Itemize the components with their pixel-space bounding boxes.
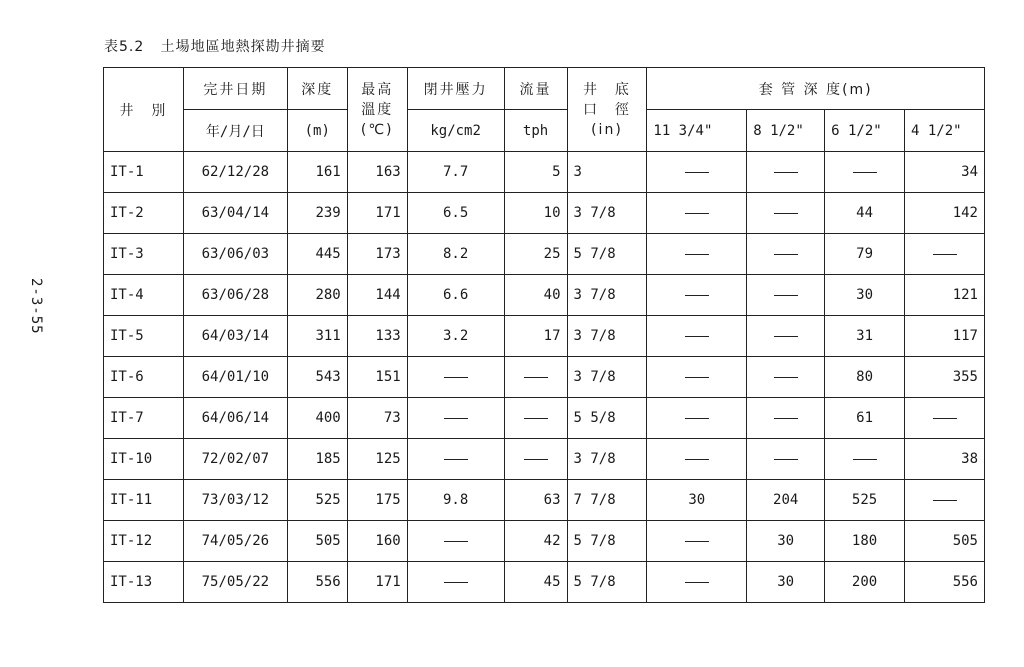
cell-well: IT-3 bbox=[104, 234, 184, 275]
empty-dash bbox=[685, 172, 709, 173]
cell-pressure: 3.2 bbox=[407, 316, 504, 357]
empty-dash bbox=[444, 459, 468, 460]
cell-casing-1 bbox=[647, 316, 747, 357]
cell-date: 62/12/28 bbox=[183, 152, 287, 193]
cell-well: IT-5 bbox=[104, 316, 184, 357]
empty-dash bbox=[933, 254, 957, 255]
empty-dash bbox=[853, 459, 877, 460]
cell-pressure bbox=[407, 562, 504, 603]
cell-bore: 5 7/8 bbox=[567, 521, 647, 562]
table-row bbox=[104, 521, 985, 562]
empty-dash bbox=[685, 336, 709, 337]
cell-casing-1 bbox=[647, 357, 747, 398]
table-row bbox=[104, 316, 985, 357]
cell-temp: 144 bbox=[347, 275, 407, 316]
cell-temp: 151 bbox=[347, 357, 407, 398]
cell-well: IT-1 bbox=[104, 152, 184, 193]
empty-dash bbox=[444, 582, 468, 583]
cell-well: IT-12 bbox=[104, 521, 184, 562]
header-pressure-unit: kg/cm2 bbox=[407, 110, 504, 152]
cell-casing-3: 44 bbox=[825, 193, 905, 234]
cell-well: IT-11 bbox=[104, 480, 184, 521]
cell-date: 74/05/26 bbox=[183, 521, 287, 562]
empty-dash bbox=[853, 172, 877, 173]
cell-casing-2 bbox=[747, 439, 825, 480]
cell-casing-4: 117 bbox=[905, 316, 985, 357]
empty-dash bbox=[774, 418, 798, 419]
cell-date: 63/06/03 bbox=[183, 234, 287, 275]
cell-casing-4 bbox=[905, 480, 985, 521]
cell-casing-4: 34 bbox=[905, 152, 985, 193]
wells-table bbox=[103, 67, 985, 603]
cell-flow: 63 bbox=[504, 480, 567, 521]
cell-pressure: 6.5 bbox=[407, 193, 504, 234]
cell-casing-1 bbox=[647, 234, 747, 275]
cell-casing-4: 121 bbox=[905, 275, 985, 316]
cell-casing-3: 180 bbox=[825, 521, 905, 562]
cell-casing-3: 31 bbox=[825, 316, 905, 357]
cell-casing-4: 556 bbox=[905, 562, 985, 603]
table-row bbox=[104, 562, 985, 603]
cell-date: 64/03/14 bbox=[183, 316, 287, 357]
cell-flow bbox=[504, 398, 567, 439]
cell-casing-1 bbox=[647, 562, 747, 603]
cell-date: 63/04/14 bbox=[183, 193, 287, 234]
cell-flow: 17 bbox=[504, 316, 567, 357]
cell-pressure bbox=[407, 521, 504, 562]
cell-flow: 40 bbox=[504, 275, 567, 316]
cell-bore: 3 7/8 bbox=[567, 357, 647, 398]
header-bore-line1: 井 底 bbox=[582, 81, 631, 98]
cell-well: IT-4 bbox=[104, 275, 184, 316]
cell-pressure: 6.6 bbox=[407, 275, 504, 316]
cell-bore: 5 7/8 bbox=[567, 562, 647, 603]
cell-casing-1 bbox=[647, 439, 747, 480]
cell-pressure: 8.2 bbox=[407, 234, 504, 275]
cell-casing-2 bbox=[747, 193, 825, 234]
cell-depth: 239 bbox=[287, 193, 347, 234]
cell-temp: 73 bbox=[347, 398, 407, 439]
cell-flow: 5 bbox=[504, 152, 567, 193]
empty-dash bbox=[685, 418, 709, 419]
cell-pressure bbox=[407, 357, 504, 398]
cell-well: IT-6 bbox=[104, 357, 184, 398]
empty-dash bbox=[524, 377, 548, 378]
cell-bore: 3 7/8 bbox=[567, 439, 647, 480]
cell-depth: 280 bbox=[287, 275, 347, 316]
cell-casing-2: 204 bbox=[747, 480, 825, 521]
table-row bbox=[104, 152, 985, 193]
header-bore bbox=[567, 68, 647, 152]
cell-flow bbox=[504, 439, 567, 480]
header-temp-unit: (℃) bbox=[360, 121, 394, 138]
table-body bbox=[104, 152, 985, 603]
cell-date: 73/03/12 bbox=[183, 480, 287, 521]
empty-dash bbox=[933, 418, 957, 419]
header-date-unit: 年/月/日 bbox=[183, 110, 287, 152]
cell-date: 64/06/14 bbox=[183, 398, 287, 439]
cell-depth: 556 bbox=[287, 562, 347, 603]
cell-casing-3: 30 bbox=[825, 275, 905, 316]
cell-date: 63/06/28 bbox=[183, 275, 287, 316]
empty-dash bbox=[685, 295, 709, 296]
header-casing-group: 套 管 深 度(m) bbox=[647, 68, 985, 110]
header-well: 井 別 bbox=[104, 68, 184, 152]
empty-dash bbox=[444, 377, 468, 378]
cell-temp: 133 bbox=[347, 316, 407, 357]
cell-depth: 161 bbox=[287, 152, 347, 193]
cell-flow: 10 bbox=[504, 193, 567, 234]
table-caption: 表5.2 土場地區地熱探勘井摘要 bbox=[104, 39, 326, 55]
header-casing-2: 8 1/2" bbox=[747, 110, 825, 152]
cell-casing-2 bbox=[747, 398, 825, 439]
cell-casing-2 bbox=[747, 275, 825, 316]
empty-dash bbox=[444, 541, 468, 542]
cell-temp: 173 bbox=[347, 234, 407, 275]
header-casing-1: 11 3/4" bbox=[647, 110, 747, 152]
table-row bbox=[104, 357, 985, 398]
header-flow-unit: tph bbox=[504, 110, 567, 152]
header-casing-4: 4 1/2" bbox=[905, 110, 985, 152]
empty-dash bbox=[774, 213, 798, 214]
empty-dash bbox=[685, 377, 709, 378]
empty-dash bbox=[774, 172, 798, 173]
cell-casing-4 bbox=[905, 234, 985, 275]
cell-bore: 3 7/8 bbox=[567, 275, 647, 316]
cell-pressure: 9.8 bbox=[407, 480, 504, 521]
table-row bbox=[104, 234, 985, 275]
cell-casing-1 bbox=[647, 275, 747, 316]
cell-depth: 445 bbox=[287, 234, 347, 275]
cell-well: IT-7 bbox=[104, 398, 184, 439]
cell-pressure bbox=[407, 398, 504, 439]
empty-dash bbox=[685, 582, 709, 583]
empty-dash bbox=[524, 459, 548, 460]
table-row bbox=[104, 439, 985, 480]
cell-casing-4: 355 bbox=[905, 357, 985, 398]
cell-bore: 3 7/8 bbox=[567, 193, 647, 234]
cell-casing-3: 80 bbox=[825, 357, 905, 398]
cell-temp: 171 bbox=[347, 193, 407, 234]
empty-dash bbox=[685, 459, 709, 460]
header-bore-line2: 口 徑 bbox=[582, 101, 631, 118]
cell-casing-2 bbox=[747, 234, 825, 275]
empty-dash bbox=[933, 500, 957, 501]
cell-casing-2 bbox=[747, 357, 825, 398]
header-depth: 深度 bbox=[287, 68, 347, 110]
header-date: 完井日期 bbox=[183, 68, 287, 110]
cell-casing-3: 79 bbox=[825, 234, 905, 275]
cell-pressure bbox=[407, 439, 504, 480]
cell-depth: 525 bbox=[287, 480, 347, 521]
cell-well: IT-2 bbox=[104, 193, 184, 234]
empty-dash bbox=[774, 254, 798, 255]
page-number: 2-3-55 bbox=[28, 278, 44, 335]
cell-temp: 163 bbox=[347, 152, 407, 193]
cell-well: IT-13 bbox=[104, 562, 184, 603]
cell-casing-4: 505 bbox=[905, 521, 985, 562]
cell-casing-3 bbox=[825, 152, 905, 193]
cell-casing-1 bbox=[647, 398, 747, 439]
cell-casing-1 bbox=[647, 152, 747, 193]
cell-casing-2 bbox=[747, 152, 825, 193]
empty-dash bbox=[524, 418, 548, 419]
cell-casing-4: 142 bbox=[905, 193, 985, 234]
header-casing-3: 6 1/2" bbox=[825, 110, 905, 152]
empty-dash bbox=[685, 254, 709, 255]
cell-casing-4: 38 bbox=[905, 439, 985, 480]
empty-dash bbox=[685, 213, 709, 214]
header-temp-line2: 溫度 bbox=[361, 101, 394, 118]
cell-temp: 125 bbox=[347, 439, 407, 480]
cell-bore: 3 7/8 bbox=[567, 316, 647, 357]
cell-depth: 543 bbox=[287, 357, 347, 398]
cell-bore: 5 5/8 bbox=[567, 398, 647, 439]
cell-casing-3: 525 bbox=[825, 480, 905, 521]
cell-bore: 3 bbox=[567, 152, 647, 193]
cell-depth: 311 bbox=[287, 316, 347, 357]
cell-depth: 505 bbox=[287, 521, 347, 562]
empty-dash bbox=[685, 541, 709, 542]
table-row bbox=[104, 398, 985, 439]
cell-casing-1 bbox=[647, 193, 747, 234]
cell-casing-2: 30 bbox=[747, 562, 825, 603]
header-temp-line1: 最高 bbox=[361, 81, 394, 98]
cell-bore: 7 7/8 bbox=[567, 480, 647, 521]
cell-flow: 42 bbox=[504, 521, 567, 562]
cell-temp: 175 bbox=[347, 480, 407, 521]
header-pressure: 閉井壓力 bbox=[407, 68, 504, 110]
cell-temp: 171 bbox=[347, 562, 407, 603]
cell-bore: 5 7/8 bbox=[567, 234, 647, 275]
cell-casing-2 bbox=[747, 316, 825, 357]
header-bore-unit: (in) bbox=[591, 121, 623, 138]
cell-casing-3 bbox=[825, 439, 905, 480]
empty-dash bbox=[774, 295, 798, 296]
empty-dash bbox=[774, 336, 798, 337]
header-flow: 流量 bbox=[504, 68, 567, 110]
cell-casing-2: 30 bbox=[747, 521, 825, 562]
cell-depth: 400 bbox=[287, 398, 347, 439]
cell-casing-4 bbox=[905, 398, 985, 439]
cell-casing-3: 200 bbox=[825, 562, 905, 603]
cell-date: 75/05/22 bbox=[183, 562, 287, 603]
cell-well: IT-10 bbox=[104, 439, 184, 480]
header-depth-unit: (m) bbox=[287, 110, 347, 152]
cell-casing-3: 61 bbox=[825, 398, 905, 439]
table-row bbox=[104, 193, 985, 234]
cell-flow: 45 bbox=[504, 562, 567, 603]
cell-flow: 25 bbox=[504, 234, 567, 275]
cell-flow bbox=[504, 357, 567, 398]
cell-casing-1 bbox=[647, 521, 747, 562]
empty-dash bbox=[774, 459, 798, 460]
empty-dash bbox=[444, 418, 468, 419]
cell-temp: 160 bbox=[347, 521, 407, 562]
cell-pressure: 7.7 bbox=[407, 152, 504, 193]
cell-date: 64/01/10 bbox=[183, 357, 287, 398]
cell-date: 72/02/07 bbox=[183, 439, 287, 480]
cell-casing-1: 30 bbox=[647, 480, 747, 521]
empty-dash bbox=[774, 377, 798, 378]
table-row bbox=[104, 275, 985, 316]
cell-depth: 185 bbox=[287, 439, 347, 480]
header-temp bbox=[347, 68, 407, 152]
table-row bbox=[104, 480, 985, 521]
